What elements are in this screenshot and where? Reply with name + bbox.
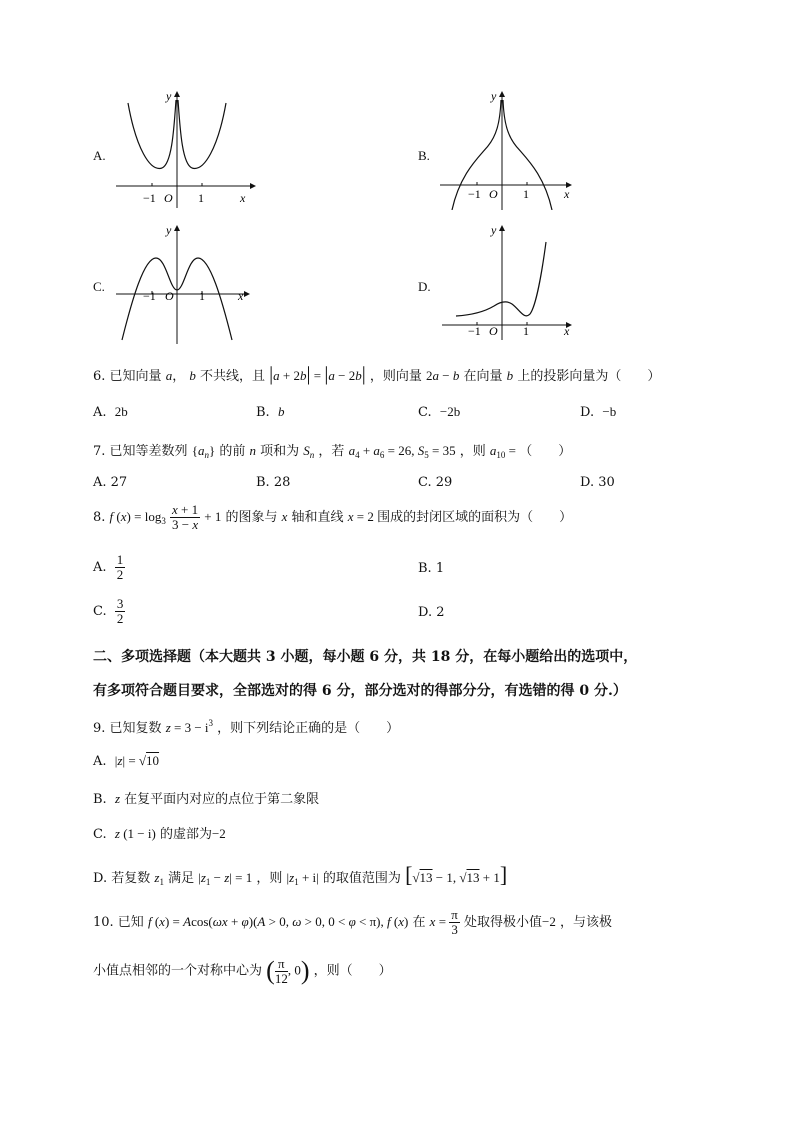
question-9: 9. 已知复数 $z = 3 - i^3$ ，则下列结论正确的是（ ） (93, 718, 400, 736)
q7-text-3: 项和为 (260, 444, 300, 459)
graph-d-origin: O (489, 324, 498, 338)
graph-b-letter: B. (418, 148, 430, 163)
graph-b-x-label: x (564, 187, 570, 201)
q9-option-c[interactable]: C. z (1 − i) 的虚部为−2 (93, 826, 226, 842)
q9-text-1: 9. 已知复数 (93, 721, 162, 736)
question-8: 8. f $(x) = \log_3$ $\frac{x + 1}{3 - x}$ + 1 的图象与 x 轴和直线 x = 2 围成的封闭区域的面积为（ ） (93, 502, 573, 532)
q9-option-b[interactable]: B. z 在复平面内对应的点位于第二象限 (93, 791, 320, 807)
q8-option-a[interactable]: A. $\frac{1}{2}$ (93, 552, 124, 582)
graph-d-x-label: x (564, 324, 570, 338)
q6-option-a[interactable]: A. 2b (93, 404, 128, 420)
q10-text-4: ，与该极 (560, 915, 613, 930)
q10-text-1: 10. 已知 (93, 915, 144, 930)
graph-c-tick-neg1: −1 (143, 289, 156, 303)
q8-option-d[interactable]: D. 2 (418, 605, 445, 620)
question-10-line1: 10. 已知 f (x) = Acos(ωx + φ)(A > 0, ω > 0, 0 < φ < π), f (x) 在 x = $\frac{\pi}{3}$ 处取得极小值−2 ，与该极 (93, 907, 613, 937)
q10-text-2: 在 (412, 915, 426, 930)
q8-text-3: 轴和直线 (291, 510, 344, 525)
q6-option-b[interactable]: B. b (256, 404, 285, 420)
q6-option-d[interactable]: D. −b (580, 404, 617, 420)
q9-option-d[interactable]: D. 若复数 $z_1$ 满足 $|z_1 - z| = 1$ ，则 $|z_1 + i|$ 的取值范围为 [√13 − 1, √13 + 1] (93, 862, 508, 887)
q7-option-a[interactable]: A. 27 (93, 475, 128, 490)
graph-b-origin: O (489, 187, 498, 201)
graph-d-letter: D. (418, 279, 431, 294)
question-6: 6. 已知向量 a， b 不共线，且 |a + 2b| = |a − 2b| ，则向量 2a − b 在向量 b 上的投影向量为（ ） (93, 363, 661, 385)
q7-text-2: 的前 (219, 444, 246, 459)
graph-c-x-label: x (238, 289, 244, 303)
q6-text-6: 上的投影向量为（ ） (517, 369, 661, 384)
q8-option-b[interactable]: B. 1 (418, 561, 445, 576)
q6-text-3: 不共线，且 (199, 369, 265, 384)
section-2-heading-line1: 二、多项选择题（本大题共 3 小题，每小题 6 分，共 18 分，在每小题给出的选项中， (93, 649, 638, 665)
q7-text-1: 7. 已知等差数列 (93, 444, 188, 459)
q7-text-4: ，若 (318, 444, 345, 459)
q10-text-5: 小值点相邻的一个对称中心为 (93, 963, 263, 979)
section-2-heading-line2: 有多项符合题目要求，全部选对的得 6 分，部分选对的得部分分，有选错的得 0 分.） (93, 683, 627, 699)
q9-text-2: ，则下列结论正确的是（ ） (217, 721, 400, 736)
q10-text-6: ，则（ ） (313, 963, 392, 979)
q6-option-c[interactable]: C. −2b (418, 404, 461, 420)
q8-option-c[interactable]: C. $\frac{3}{2}$ (93, 596, 124, 626)
q7-text-6: （ ） (519, 444, 572, 459)
graph-c-y-label: y (166, 223, 172, 237)
graph-a-tick-neg1: −1 (143, 191, 156, 205)
q7-text-5: ，则 (459, 444, 486, 459)
question-7: 7. 已知等差数列 $\{a_n\}$ 的前 n 项和为 $S_n$ ，若 $a_4 + a_6 = 26$, $S_5 = 35$ ，则 $a_{10}$ = （ ） (93, 443, 572, 460)
graph-b-y-label: y (491, 89, 497, 103)
graph-c-origin: O (165, 289, 174, 303)
q7-option-b[interactable]: B. 28 (256, 475, 291, 490)
graph-a (110, 88, 260, 210)
q6-text-4: ，则向量 (369, 369, 422, 384)
q8-text-4: 围成的封闭区域的面积为（ ） (377, 510, 573, 525)
q8-text-2: 的图象与 (225, 510, 278, 525)
graph-b-tick-neg1: −1 (468, 187, 481, 201)
graph-c (110, 222, 260, 346)
graph-c-tick-1: 1 (199, 289, 205, 303)
question-10-line2: 小值点相邻的一个对称中心为 ( $\frac{\pi}{12}$ , 0) ，则（ ） (93, 955, 392, 986)
graph-a-x-label: x (240, 191, 246, 205)
graph-a-tick-1: 1 (198, 191, 204, 205)
q10-text-3: 处取得极小值 (464, 915, 543, 930)
graph-b (438, 88, 588, 210)
graph-a-letter: A. (93, 148, 106, 163)
q6-text-5: 在向量 (463, 369, 503, 384)
graph-c-letter: C. (93, 279, 105, 294)
graph-d-tick-1: 1 (523, 324, 529, 338)
graph-b-tick-1: 1 (523, 187, 529, 201)
graph-d-tick-neg1: −1 (468, 324, 481, 338)
q6-text-2: ， (172, 369, 186, 384)
q7-option-c[interactable]: C. 29 (418, 475, 453, 490)
q9-option-a[interactable]: A. |z| = √10 (93, 753, 160, 769)
graph-a-origin: O (164, 191, 173, 205)
q6-text-1: 6. 已知向量 (93, 369, 162, 384)
graph-a-y-label: y (166, 89, 172, 103)
graph-d-y-label: y (491, 223, 497, 237)
q7-option-d[interactable]: D. 30 (580, 475, 615, 490)
graph-d (438, 222, 588, 346)
q8-text-1: 8. (93, 510, 106, 525)
